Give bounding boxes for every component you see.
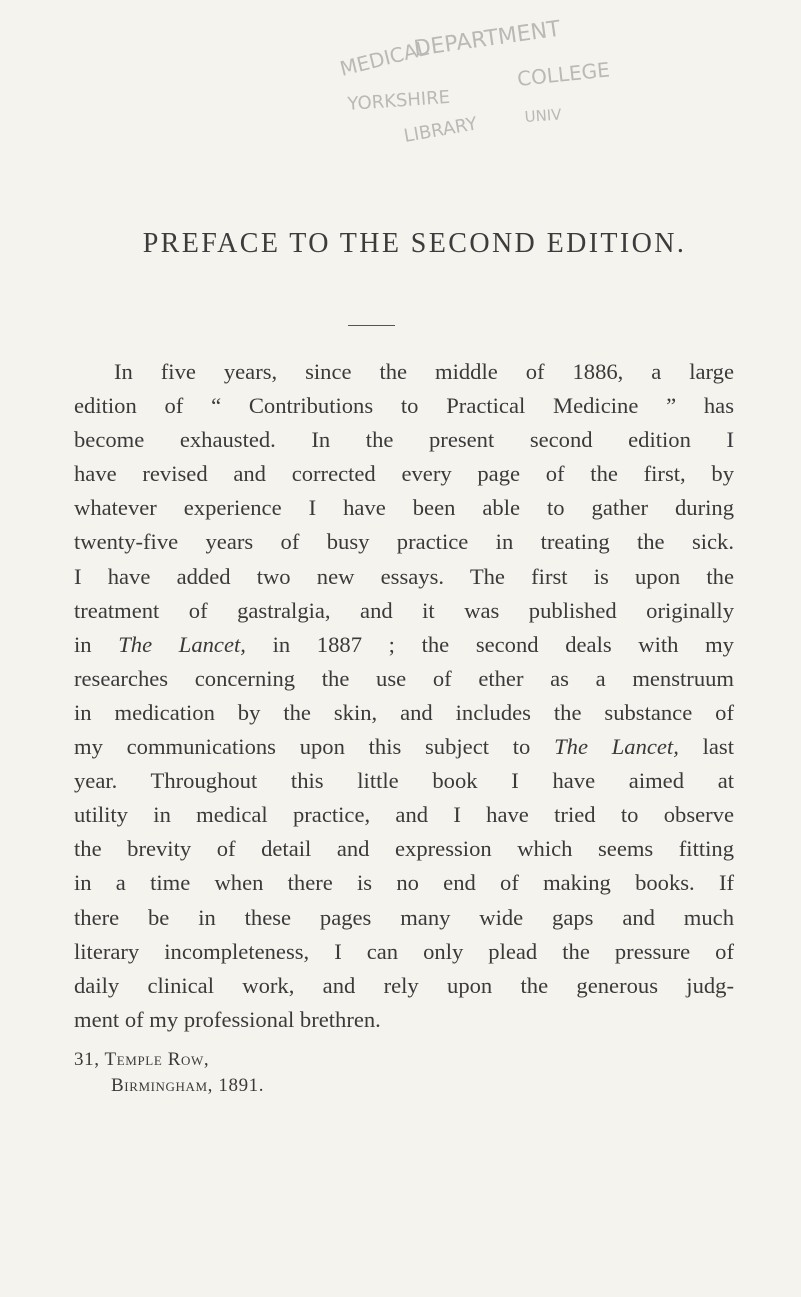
text-line: edition of “ Contributions to Practical Medicine ” has (74, 393, 734, 419)
signature-block (74, 1047, 264, 1099)
text-line: in medication by the skin, and includes the substance of (74, 699, 734, 725)
text-line: whatever experience I have been able to gather during (74, 495, 734, 521)
preface-body (74, 355, 734, 1037)
title-divider (348, 325, 395, 326)
text-line: utility in medical practice, and I have tried to observe (74, 802, 734, 828)
page-title: PREFACE TO THE SECOND EDITION. (142, 228, 687, 259)
signature-address: 31, Temple Row, (74, 1049, 210, 1070)
text-fragment: in (74, 631, 92, 657)
journal-title: The Lancet, (554, 734, 679, 760)
text-line: year. Throughout this little book I have aimed at (74, 768, 734, 794)
text-line (74, 628, 734, 662)
signature-city-date: Birmingham, 1891. (111, 1075, 265, 1096)
stamp-text-2: DEPARTMENT (412, 16, 563, 62)
text-line: In five years, since the middle of 1886, a large (114, 359, 734, 384)
text-line: have revised and corrected every page of the first, by (74, 461, 734, 487)
stamp-text-4: YORKSHIRE (346, 86, 451, 115)
text-line: ment of my professional brethren. (74, 1006, 381, 1032)
text-line: I have added two new essays. The first is upon the (74, 563, 734, 589)
library-stamp (270, 14, 650, 154)
text-line: become exhausted. In the present second edition I (74, 427, 734, 453)
stamp-text-6: UNIV (524, 105, 563, 126)
text-line: literary incompleteness, I can only plead the pressure of (74, 938, 734, 964)
stamp-text-3: COLLEGE (516, 57, 611, 91)
text-line: the brevity of detail and expression which seems fitting (74, 836, 734, 862)
text-line: in a time when there is no end of making books. If (74, 870, 734, 896)
text-line: daily clinical work, and rely upon the generous judg- (74, 972, 734, 998)
text-fragment: my communications upon this subject to (74, 734, 531, 760)
text-line: researches concerning the use of ether as a menstruum (74, 665, 734, 691)
text-fragment: last (702, 734, 734, 760)
text-line: twenty-five years of busy practice in treating the sick. (74, 529, 734, 555)
text-line (74, 730, 734, 764)
stamp-text-1: MEDICAL (337, 35, 431, 81)
text-line: there be in these pages many wide gaps and much (74, 904, 734, 930)
text-fragment: in 1887 ; the second deals with my (272, 631, 734, 657)
journal-title: The Lancet, (118, 631, 246, 657)
text-line: treatment of gastralgia, and it was published originally (74, 597, 734, 623)
library-stamp-graphic (270, 14, 650, 154)
stamp-text-5: LIBRARY (402, 113, 479, 147)
